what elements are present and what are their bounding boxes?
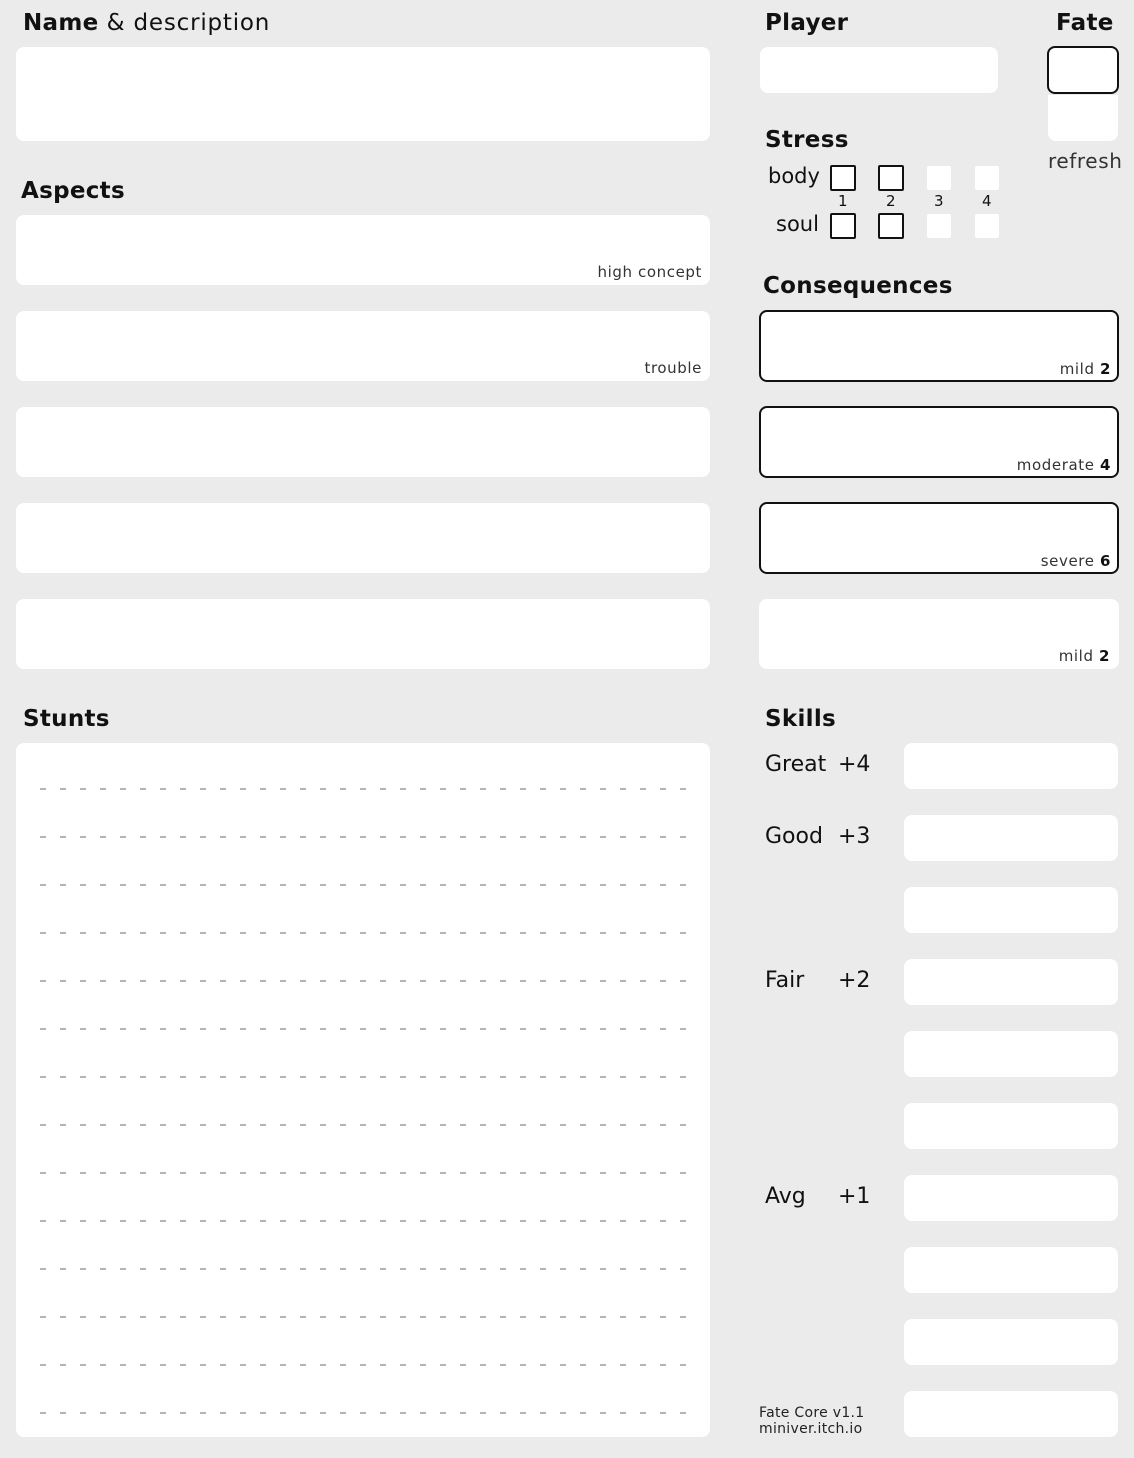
stunt-line <box>40 1028 686 1030</box>
aspect-field-3[interactable] <box>16 407 710 477</box>
stunt-line <box>40 788 686 790</box>
consequence-field-moderate[interactable] <box>759 406 1119 478</box>
stunt-line <box>40 1076 686 1078</box>
stunt-line <box>40 836 686 838</box>
skill-rank-good-name: Good <box>765 824 823 849</box>
aspect-field-trouble[interactable] <box>16 311 710 381</box>
stunt-line <box>40 1268 686 1270</box>
consequence-label-severe: severe 6 <box>1040 552 1111 570</box>
skill-rank-great-bonus: +4 <box>838 752 871 777</box>
skill-rank-fair-bonus: +2 <box>838 968 871 993</box>
skills-title: Skills <box>765 706 837 732</box>
name-title-rest: & description <box>98 10 271 36</box>
aspect-label-high-concept: high concept <box>597 263 702 281</box>
refresh-label: refresh <box>1048 149 1123 173</box>
stress-soul-box-3[interactable] <box>927 214 951 238</box>
stunt-line <box>40 980 686 982</box>
skill-field-avg-3[interactable] <box>904 1319 1118 1365</box>
stress-number-3: 3 <box>934 192 944 210</box>
skill-rank-avg-name: Avg <box>765 1184 806 1209</box>
name-description-field[interactable] <box>16 47 710 141</box>
consequence-label-mild: mild 2 <box>1059 360 1111 378</box>
footer-credits <box>759 1405 865 1437</box>
stress-body-box-4[interactable] <box>975 166 999 190</box>
aspect-label-trouble: trouble <box>644 359 702 377</box>
player-field[interactable] <box>760 47 998 93</box>
aspects-title: Aspects <box>21 178 125 204</box>
skill-field-good-1[interactable] <box>904 815 1118 861</box>
skill-field-avg-1[interactable] <box>904 1175 1118 1221</box>
aspect-field-high-concept[interactable] <box>16 215 710 285</box>
consequence-field-extra-mild[interactable] <box>759 599 1119 669</box>
stress-body-box-3[interactable] <box>927 166 951 190</box>
stunt-line <box>40 1316 686 1318</box>
stunts-title: Stunts <box>23 706 110 732</box>
consequences-title: Consequences <box>763 273 953 299</box>
skill-field-avg-2[interactable] <box>904 1247 1118 1293</box>
stunts-field[interactable] <box>16 743 710 1437</box>
stunt-line <box>40 1172 686 1174</box>
aspect-field-4[interactable] <box>16 503 710 573</box>
stress-body-label: body <box>768 164 820 188</box>
stress-soul-box-1[interactable] <box>830 213 856 239</box>
name-title-bold: Name <box>23 10 99 36</box>
skill-field-good-2[interactable] <box>904 887 1118 933</box>
stress-number-2: 2 <box>886 192 896 210</box>
consequence-label-extra-mild: mild 2 <box>1058 647 1110 665</box>
footer-site: miniver.itch.io <box>759 1421 863 1437</box>
stress-body-box-2[interactable] <box>878 165 904 191</box>
skill-rank-good-bonus: +3 <box>838 824 871 849</box>
stunt-line <box>40 1364 686 1366</box>
stress-soul-label: soul <box>776 212 819 236</box>
skill-field-fair-2[interactable] <box>904 1031 1118 1077</box>
footer-version: Fate Core v1.1 <box>759 1405 865 1421</box>
stunt-line <box>40 1124 686 1126</box>
fate-title: Fate <box>1056 10 1114 36</box>
skill-rank-fair-name: Fair <box>765 968 805 993</box>
player-title: Player <box>765 10 849 36</box>
skill-field-fair-1[interactable] <box>904 959 1118 1005</box>
fate-points-field[interactable] <box>1047 46 1119 94</box>
consequence-field-severe[interactable] <box>759 502 1119 574</box>
stress-number-1: 1 <box>838 192 848 210</box>
stunt-line <box>40 884 686 886</box>
skill-field-avg-4[interactable] <box>904 1391 1118 1437</box>
stress-title: Stress <box>765 127 849 153</box>
stunt-line <box>40 1220 686 1222</box>
skill-rank-avg-bonus: +1 <box>838 1184 871 1209</box>
stress-body-box-1[interactable] <box>830 165 856 191</box>
stress-soul-box-4[interactable] <box>975 214 999 238</box>
skill-field-great-1[interactable] <box>904 743 1118 789</box>
stress-soul-box-2[interactable] <box>878 213 904 239</box>
aspect-field-5[interactable] <box>16 599 710 669</box>
stunt-line <box>40 932 686 934</box>
consequence-label-moderate: moderate 4 <box>1016 456 1111 474</box>
refresh-field[interactable] <box>1048 95 1118 141</box>
skill-rank-great-name: Great <box>765 752 827 777</box>
stunt-line <box>40 1412 686 1414</box>
skill-field-fair-3[interactable] <box>904 1103 1118 1149</box>
stress-number-4: 4 <box>982 192 992 210</box>
name-section-title <box>23 10 270 36</box>
consequence-field-mild[interactable] <box>759 310 1119 382</box>
